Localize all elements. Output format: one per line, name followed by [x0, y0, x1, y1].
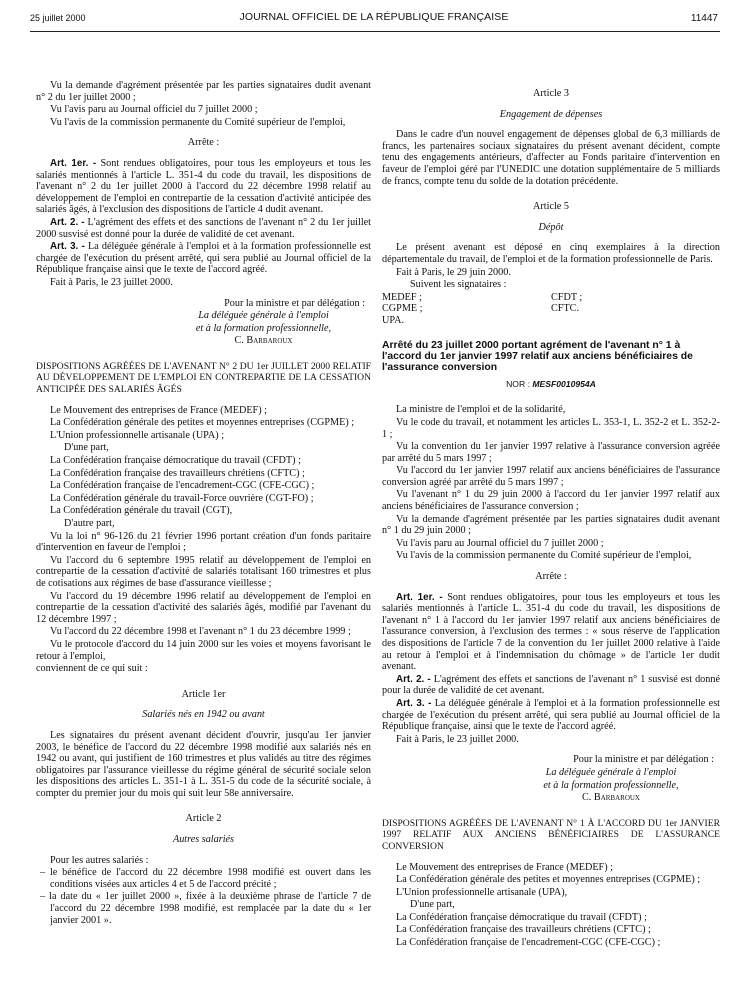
party: La Confédération française démocratique du travail (CFDT) ; [396, 911, 647, 923]
signature-line: et à la formation professionnelle, [195, 322, 332, 334]
signatory: CGPME ; [382, 303, 423, 315]
party: La Confédération générale du travail-Force ouvrière (CGT-FO) ; [50, 492, 314, 504]
header-title: JOURNAL OFFICIEL DE LA RÉPUBLIQUE FRANÇAISE [239, 11, 509, 23]
nor-label: NOR : [506, 378, 530, 389]
article-body: Le présent avenant est déposé en cinq exemplaires à la direction départementale du travail, de l'emploi et de la formation professionnelle de Paris. [382, 242, 720, 265]
party: L'Union professionnelle artisanale (UPA), [396, 886, 568, 898]
article-3-paragraph [382, 698, 720, 733]
signatories [382, 292, 720, 304]
vu-item: Vu l'avis de la commission permanente du Comité supérieur de l'emploi, [396, 550, 692, 562]
article-text: L'agrément des effets et des sanctions de l'avenant n° 2 du 1er juillet 2000 susvisé est donné pour la durée de validité de cet avenant. [36, 216, 372, 240]
vu-item: Vu le code du travail, et notamment les articles L. 353-1, L. 352-2 et L. 352-2-1 ; [382, 416, 720, 440]
vu-item: Vu l'avis paru au Journal officiel du 7 juillet 2000 ; [50, 104, 258, 116]
vu-item: Vu l'avis paru au Journal officiel du 7 juillet 2000 ; [396, 537, 604, 549]
party: Le Mouvement des entreprises de France (MEDEF) ; [396, 861, 613, 873]
signature-pour: Pour la ministre et par délégation : [224, 297, 365, 309]
article-text: La déléguée générale à l'emploi et à la formation professionnelle est chargée de l'exécution du présent arrêté, qui sera publié au Journal officiel de la République française, ainsi que le texte de l'accord agréé. [382, 697, 720, 733]
article-label: Art. 1er. - [396, 591, 443, 603]
vu-item: Vu l'avis de la commission permanente du Comité supérieur de l'emploi, [50, 116, 346, 128]
vu-item: Vu l'accord du 22 décembre 1998 et l'avenant n° 1 du 23 décembre 1999 ; [50, 626, 351, 638]
signature-name: C. Barbaroux [234, 335, 293, 347]
signatory: CFTC. [551, 303, 580, 315]
nor-reference [382, 379, 720, 391]
conviennent: conviennent de ce qui suit : [36, 663, 148, 675]
article-body: Les signataires du présent avenant décident d'ouvrir, jusqu'au 1er janvier 2003, le bénéfice de l'accord du 22 décembre 1998 modifié aux salariés nés en 1942 ou avant, qui justifient de 160 trimestres et plus validés au titre des régimes obligatoires par l'assurance vieillesse du régime général de sécurité sociale selon les dispositions des articles L. 351-1 à L. 351-5 du code de la sécurité sociale, à compter du premier jour du mois qui suit leur 58e anniversaire. [36, 729, 371, 799]
article-subheading: Dépôt [538, 221, 564, 233]
vu-item: Vu l'accord du 19 décembre 1996 relatif au développement de l'emploi en contrepartie de la cessation d'activité des salariés âgés, modifié par l'avenant du 12 décembre 1997 ; [36, 590, 371, 625]
article-text: Sont rendues obligatoires, pour tous les employeurs et tous les salariés mentionnés à l'article L. 351-4 du code du travail, les dispositions de l'avenant n° 2 du 1er juillet 2000 à l'accord du 22 décembre 1998 relatif au développement de l'emploi en contrepartie de la cessation d'activité anticipée des salariés âgés, à l'exclusion des dispositions de l'article 4 dudit avenant. [36, 157, 371, 216]
article-label: Art. 3. - [396, 697, 432, 709]
header-date: 25 juillet 2000 [30, 13, 86, 23]
left-column [36, 80, 371, 927]
signatories [382, 315, 720, 327]
vu-item: Vu la demande d'agrément présentée par les parties signataires dudit avenant n° 2 du 1er juillet 2000 ; [36, 80, 371, 103]
party: La Confédération française de l'encadrement-CGC (CFE-CGC) ; [396, 937, 661, 949]
signature-line: et à la formation professionnelle, [543, 779, 679, 791]
article-body: Dans le cadre d'un nouvel engagement de dépenses global de 6,3 milliards de francs, les partenaires sociaux signataires du présent avenant décident, compte tenu des engagements antérieurs, d'affecter au Fonds paritaire d'intervention en faveur de l'emploi géré par l'UNEDIC une dotation supplémentaire de 5 milliards de francs, compte tenu du solde de la dotation précédente. [382, 129, 720, 187]
article-label: Art. 3. - [50, 241, 85, 253]
article-text: Sont rendues obligatoires, pour tous les employeurs et tous les salariés mentionnés à l'article L. 351-4 du code du travail, les dispositions de l'avenant n° 1 à l'accord du 1er janvier 1997 relatif aux anciens bénéficiaires de l'assurance conversion, à l'exclusion des termes : « sous réserve de l'application des dispositions de l'article 7 de la convention du 1er juillet 2000 relative à l'aide au retour à l'emploi et à l'indemnisation du chômage » de l'article 1er dudit avenant. [382, 591, 720, 673]
article-heading: Article 3 [533, 88, 569, 99]
arrete-heading: Arrête : [535, 571, 567, 583]
signatory: UPA. [382, 314, 404, 326]
article-subheading: Salariés nés en 1942 ou avant [142, 709, 265, 721]
party: L'Union professionnelle artisanale (UPA) ; [50, 429, 225, 441]
article-text: L'agrément des effets et sanctions de l'avenant n° 1 susvisé est donné pour la durée de validité de cet avenant. [382, 673, 720, 697]
article-heading: Article 1er [181, 688, 226, 700]
vu-item: Vu la demande d'agrément présentée par les parties signataires dudit avenant n° 1 du 29 juin 2000 ; [382, 513, 720, 537]
party-side: D'autre part, [64, 518, 115, 529]
list-item: – la date du « 1er juillet 2000 », fixée à la deuxième phrase de l'article 7 de l'accord du 22 décembre 1998 modifié, est remplacée par la date du « 1er janvier 2001 ». [40, 891, 371, 926]
party: La Confédération générale des petites et moyennes entreprises (CGPME) ; [50, 417, 355, 429]
article-body: Pour les autres salariés : [50, 854, 149, 866]
vu-item: Vu le protocole d'accord du 14 juin 2000 sur les voies et moyens favorisant le retour à l'emploi, [36, 638, 371, 662]
page-header [0, 13, 748, 31]
signature-name: C. Barbaroux [582, 792, 640, 804]
signatory: MEDEF ; [382, 291, 422, 303]
article-label: Art. 2. - [50, 216, 85, 228]
signatories [382, 303, 720, 315]
fait-a-paris: Fait à Paris, le 23 juillet 2000. [50, 276, 173, 288]
party: La Confédération générale du travail (CGT), [50, 505, 233, 517]
vu-item: Vu la loi n° 96-126 du 21 février 1996 portant création d'un fonds paritaire d'intervention en faveur de l'emploi ; [36, 530, 371, 554]
article-heading: Article 2 [185, 813, 222, 825]
signature-pour: Pour la ministre et par délégation : [573, 754, 714, 766]
arrete-title: Arrêté du 23 juillet 2000 portant agrément de l'avenant n° 1 à l'accord du 1er janvier 1997 relatif aux anciens bénéficiaires de l'assurance conversion [382, 339, 693, 374]
article-label: Art. 1er. - [50, 157, 97, 169]
nor-value: MESF0010954A [532, 378, 596, 389]
vu-item: Vu l'accord du 1er janvier 1997 relatif aux anciens bénéficiaires de l'assurance conversion agréé par arrêté du 5 mars 1997 ; [382, 465, 720, 488]
dispositions-title: DISPOSITIONS AGRÉÉES DE L'AVENANT N° 1 À L'ACCORD DU 1er JANVIER 1997 RELATIF AUX ANCIENS BÉNÉFICIAIRES DE L'ASSURANCE CONVERSION [382, 817, 720, 852]
article-3-paragraph [36, 241, 371, 276]
dispositions-title: DISPOSITIONS AGRÉÉES DE L'AVENANT N° 2 DU 1er JUILLET 2000 RELATIF AU DÉVELOPPEMENT DE L'EMPLOI EN CONTREPARTIE DE LA CESSATION ANTICIPÉE DES SALARIÉS ÂGÉS [36, 360, 371, 396]
article-1-paragraph [382, 592, 720, 673]
vu-item: Vu l'avenant n° 1 du 29 juin 2000 à l'accord du 1er janvier 1997 relatif aux anciens bénéficiaires de l'assurance conversion ; [382, 489, 720, 513]
right-column [382, 88, 720, 950]
vu-item: Vu la convention du 1er janvier 1997 relative à l'assurance conversion agréée par arrêté du 5 mars 1997 ; [382, 441, 720, 464]
article-subheading: Engagement de dépenses [499, 108, 603, 120]
article-2-paragraph [36, 217, 371, 240]
party: La Confédération française de l'encadrement-CGC (CFE-CGC) ; [50, 480, 315, 492]
article-subheading: Autres salariés [172, 834, 235, 846]
ministre: La ministre de l'emploi et de la solidarité, [396, 404, 566, 416]
arrete-heading: Arrête : [187, 137, 220, 149]
signatory: CFDT ; [551, 291, 583, 303]
article-text: La déléguée générale à l'emploi et à la formation professionnelle est chargée de l'exécution du présent arrêté, qui sera publié au Journal officiel de la République française ainsi que le texte de l'accord agréé. [36, 241, 372, 276]
header-rule [30, 31, 720, 32]
header-page-number: 11447 [690, 13, 718, 24]
party: La Confédération française des travailleurs chrétiens (CFTC) ; [50, 467, 305, 479]
article-1-paragraph [36, 158, 371, 216]
fait-a-paris: Fait à Paris, le 23 juillet 2000. [396, 733, 519, 745]
list-item: – le bénéfice de l'accord du 22 décembre 1998 modifié est ouvert dans les conditions visées aux articles 4 et 5 de l'accord précité ; [40, 867, 371, 890]
fait-a-paris: Fait à Paris, le 29 juin 2000. [396, 266, 511, 278]
party: Le Mouvement des entreprises de France (MEDEF) ; [50, 404, 267, 416]
party-side: D'une part, [410, 899, 455, 911]
article-2-paragraph [382, 674, 720, 697]
signature-line: La déléguée générale à l'emploi [545, 766, 677, 778]
vu-item: Vu l'accord du 6 septembre 1995 relatif au développement de l'emploi en contrepartie de la cessation d'activité de salariés totalisant 160 trimestres et plus de cotisations aux régimes de base d'assurance vieillesse ; [36, 554, 371, 589]
signature-line: La déléguée générale à l'emploi [198, 310, 329, 322]
party: La Confédération générale des petites et moyennes entreprises (CGPME) ; [396, 874, 701, 886]
party-side: D'une part, [64, 442, 109, 454]
suivent: Suivent les signataires : [410, 279, 507, 291]
party: La Confédération française démocratique du travail (CFDT) ; [50, 455, 301, 467]
article-label: Art. 2. - [396, 673, 431, 685]
party: La Confédération française des travailleurs chrétiens (CFTC) ; [396, 924, 651, 936]
article-heading: Article 5 [533, 201, 569, 213]
